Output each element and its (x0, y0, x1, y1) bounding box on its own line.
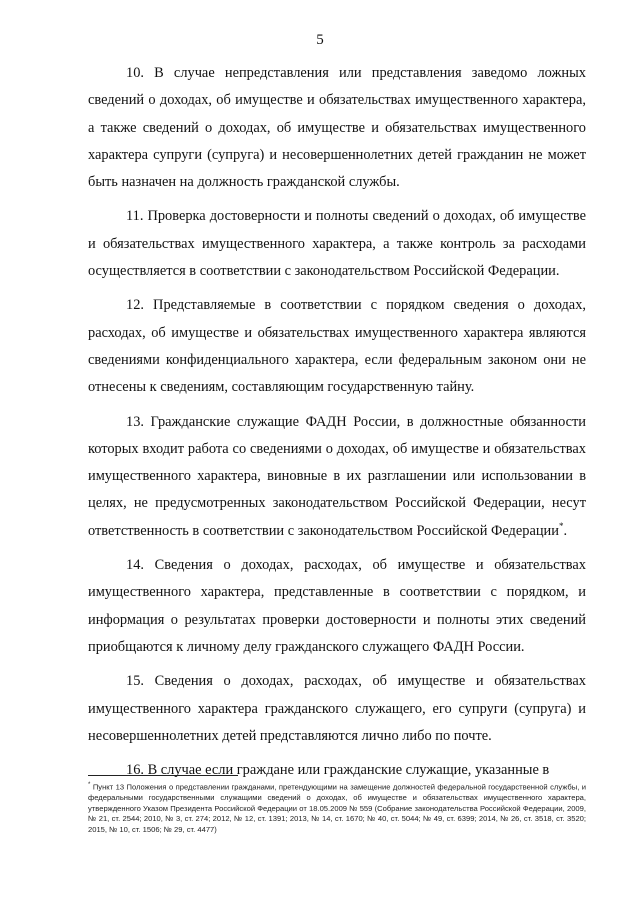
body-text (88, 60, 586, 791)
paragraph-10: 10. В случае непредставления или представления заведомо ложных сведений о доходах, об имуществе и обязательствах имущественного характера, а также сведений о доходах, об имуществе и обязательствах имущественного характера супруги (супруга) и несовершеннолетних детей гражданин не может быть назначен на должность гражданской службы. (88, 65, 586, 191)
footnote-reference: * (558, 520, 564, 531)
paragraph-15: 15. Сведения о доходах, расходах, об имуществе и обязательствах имущественного характера гражданского служащего, его супруги (супруга) и несовершеннолетних детей представляются лично либо по почте. (88, 673, 586, 744)
paragraph-13 (88, 409, 586, 545)
footnote-text: Пункт 13 Положения о представлении гражданами, претендующими на замещение должностей федеральной государственной службы, и федеральными государственными служащими сведений о доходах, об имуществе и обязательствах имущественного характера, утвержденного Указом Президента Российской Федерации от 18.05.2009 № 559 (Собрание законодательства Российской Федерации, 2009, № 21, ст. 2544; 2010, № 3, ст. 274; 2012, № 12, ст. 1391; 2013, № 14, ст. 1670; № 40, ст. 5044; № 49, ст. 6399; 2014, № 26, ст. 3518, ст. 3520; 2015, № 10, ст. 1506; № 29, ст. 4477) (88, 782, 586, 834)
footnote-mark: * (88, 782, 91, 788)
paragraph-16: 16. В случае если граждане или гражданские служащие, указанные в (126, 762, 550, 779)
paragraph-13-end: . (563, 522, 568, 539)
footnote (88, 780, 586, 836)
paragraph-14: 14. Сведения о доходах, расходах, об имуществе и обязательствах имущественного характера, представленные в соответствии с порядком, и информация о результатах проверки достоверности и полноты этих сведений приобщаются к личному делу гражданского служащего ФАДН России. (88, 557, 586, 655)
paragraph-13-text: 13. Гражданские служащие ФАДН России, в должностные обязанности которых входит работа со сведениями о доходах, об имуществе и обязательствах имущественного характера, виновные в их разглашении или использовании в целях, не предусмотренных законодательством Российской Федерации, несут ответственность в соответствии с законодательством Российской Федерации (88, 413, 586, 539)
paragraph-11: 11. Проверка достоверности и полноты сведений о доходах, об имуществе и обязательствах имущественного характера, а также контроль за расходами осуществляется в соответствии с законодательством Российской Федерации. (88, 208, 586, 280)
footnote-divider (88, 775, 238, 776)
paragraph-12: 12. Представляемые в соответствии с порядком сведения о доходах, расходах, об имуществе и обязательствах имущественного характера являются сведениями конфиденциального характера, если федеральным законом они не отнесены к сведениям, составляющим государственную тайну. (88, 297, 586, 396)
page-number: 5 (316, 32, 324, 48)
